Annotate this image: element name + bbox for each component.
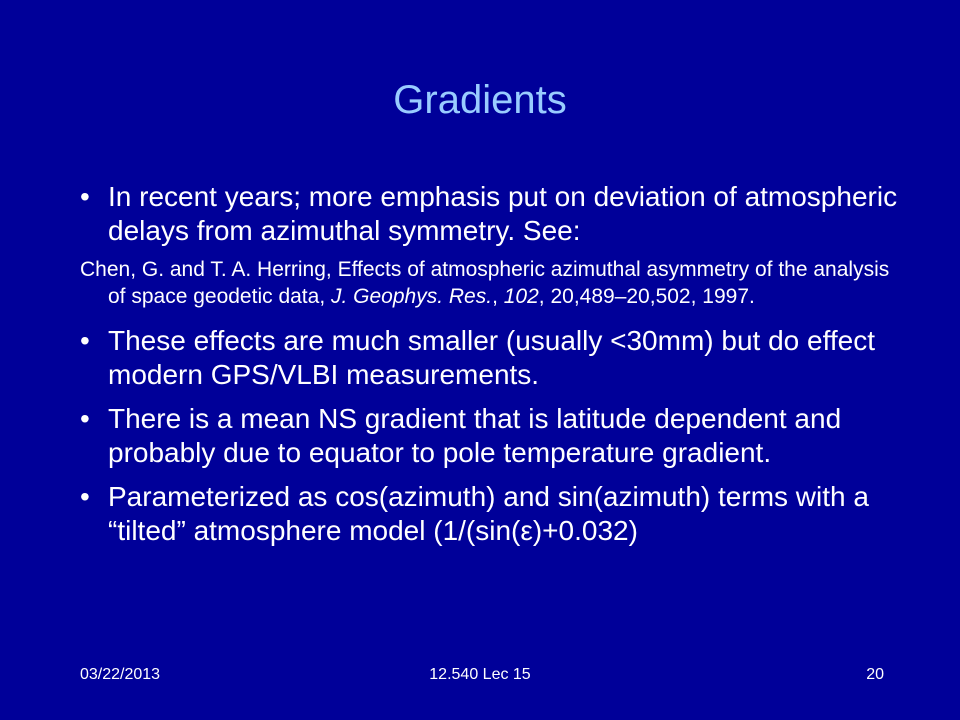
bullet-dot: • — [80, 181, 90, 212]
reference-authors-title: Chen, G. and T. A. Herring, Effects of atmospheric azimuthal asymmetry of the analysis of space geodetic data, — [80, 258, 890, 308]
bullet-dot: • — [80, 481, 90, 512]
slide-content — [80, 180, 900, 558]
bullet-item — [80, 324, 900, 392]
reference-pages-year: , 20,489–20,502, 1997. — [538, 285, 755, 308]
bullet-dot: • — [80, 403, 90, 434]
bullet-text: In recent years; more emphasis put on deviation of atmospheric delays from azimuthal symmetry. See: — [108, 181, 898, 246]
footer-page-number: 20 — [866, 666, 884, 683]
bullet-text: Parameterized as cos(azimuth) and sin(azimuth) terms with a “tilted” atmosphere model (1/(sin(ε)+0.032) — [108, 481, 869, 546]
footer-course: 12.540 Lec 15 — [429, 666, 531, 683]
bullet-dot: • — [80, 325, 90, 356]
reference-volume: 102 — [503, 285, 539, 308]
bullet-item — [80, 402, 900, 470]
reference-separator: , — [492, 285, 504, 308]
bullet-item — [80, 180, 900, 248]
reference-journal: J. Geophys. Res. — [331, 285, 493, 308]
bullet-text: There is a mean NS gradient that is latitude dependent and probably due to equator to pole temperature gradient. — [108, 403, 842, 468]
bullet-text: These effects are much smaller (usually <30mm) but do effect modern GPS/VLBI measurements. — [108, 325, 875, 390]
bullet-item — [80, 480, 900, 548]
footer-date: 03/22/2013 — [80, 666, 161, 683]
reference-citation — [80, 256, 900, 310]
slide-title: Gradients — [393, 78, 567, 122]
